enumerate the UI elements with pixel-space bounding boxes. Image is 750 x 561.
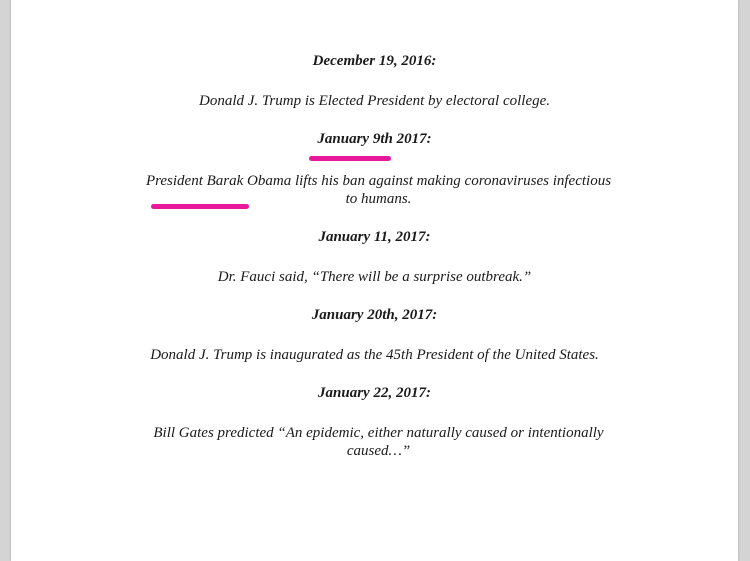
entry-date: January 11, 2017:	[318, 229, 431, 245]
highlight-mark-under-text	[151, 204, 249, 209]
entry-date: January 22, 2017:	[318, 385, 431, 401]
entry-text: Bill Gates predicted “An epidemic, either naturally caused or intentionally caused…”	[153, 425, 604, 459]
entry-text: President Barak Obama lifts his ban against making coronaviruses infectious to humans.	[145, 173, 612, 207]
entry-date: January 9th 2017:	[317, 131, 432, 147]
entry-text: Donald J. Trump is inaugurated as the 45th President of the United States.	[150, 347, 599, 363]
entry-text: Dr. Fauci said, “There will be a surprise outbreak.”	[217, 269, 532, 285]
highlight-mark-under-date	[309, 156, 391, 161]
entry-text: Donald J. Trump is Elected President by electoral college.	[198, 93, 551, 109]
entry-date: December 19, 2016:	[312, 53, 437, 69]
document-page	[11, 0, 738, 561]
entry-date: January 20th, 2017:	[311, 307, 438, 323]
